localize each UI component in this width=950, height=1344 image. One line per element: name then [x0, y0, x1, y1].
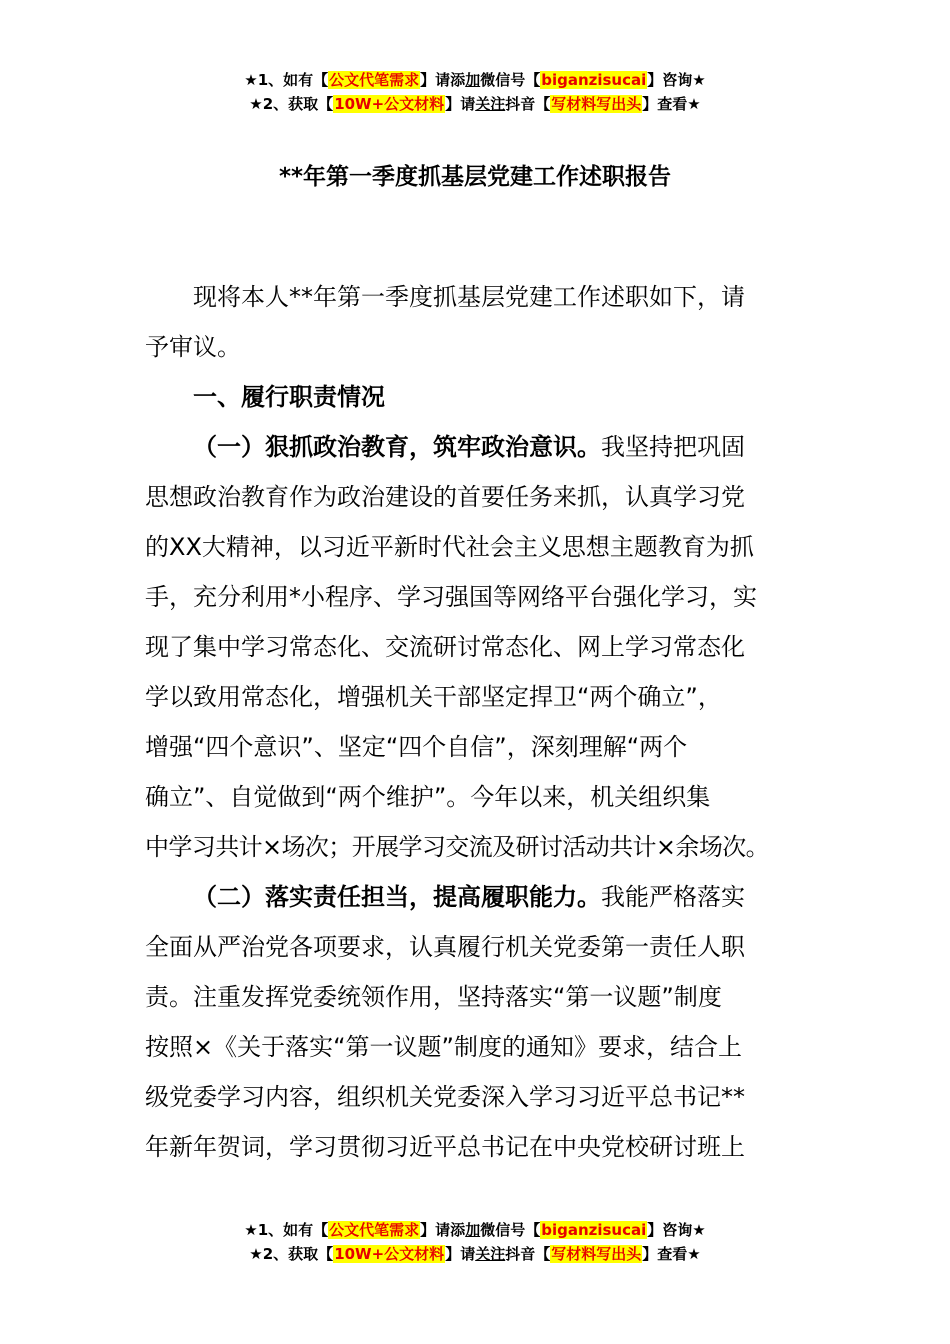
- promo-text: 微信号【: [480, 1221, 541, 1239]
- promo-text: 】查看★: [642, 1245, 701, 1263]
- paragraph-line: 增强“四个意识”、坚定“四个自信”，深刻理解“两个: [145, 733, 688, 761]
- subsection-heading: （二）落实责任担当，提高履职能力。: [193, 883, 601, 911]
- paragraph-line: 思想政治教育作为政治建设的首要任务来抓，认真学习党: [145, 483, 745, 511]
- paragraph-line: 现了集中学习常态化、交流研讨常态化、网上学习常态化: [145, 633, 745, 661]
- promo-highlight: 公文代笔需求: [329, 1221, 420, 1239]
- promo-banner-top: [0, 68, 950, 116]
- promo-text: 】请添: [420, 71, 466, 89]
- promo-highlight: 10W+公文材料: [334, 1245, 445, 1263]
- paragraph-line: 责。注重发挥党委统领作用，坚持落实“第一议题”制度: [145, 983, 722, 1011]
- promo-underline: 加: [465, 1221, 481, 1239]
- paragraph-line: 手，充分利用*小程序、学习强国等网络平台强化学习，实: [145, 583, 757, 611]
- paragraph-line: 的XX大精神，以习近平新时代社会主义思想主题教育为抓: [145, 533, 754, 561]
- promo-underline: 关注: [475, 95, 506, 113]
- paragraph-line: [145, 422, 810, 472]
- promo-banner-bottom: [0, 1218, 950, 1266]
- promo-text: 】请添: [420, 1221, 466, 1239]
- promo-line-1: [0, 68, 950, 92]
- subsection-heading: （一）狠抓政治教育，筑牢政治意识。: [193, 433, 601, 461]
- promo-wechat-id: biganzisucai: [541, 71, 647, 89]
- promo-douyin-id: 写材料写出头: [551, 95, 642, 113]
- promo-wechat-id: biganzisucai: [541, 1221, 647, 1239]
- paragraph-text: 我能严格落实: [601, 883, 745, 911]
- document-title: **年第一季度抓基层党建工作述职报告: [278, 164, 672, 190]
- promo-text: ★2、获取【: [249, 1245, 334, 1263]
- promo-line-2: [0, 1242, 950, 1266]
- paragraph-line: 全面从严治党各项要求，认真履行机关党委第一责任人职: [145, 933, 745, 961]
- promo-text: ★2、获取【: [249, 95, 334, 113]
- promo-text: 微信号【: [480, 71, 541, 89]
- paragraph-line: 现将本人**年第一季度抓基层党建工作述职如下，请: [193, 283, 745, 311]
- promo-text: 】咨询★: [647, 1221, 706, 1239]
- paragraph-line: 级党委学习内容，组织机关党委深入学习习近平总书记**: [145, 1083, 745, 1111]
- paragraph-text: 我坚持把巩固: [601, 433, 745, 461]
- paragraph-line: 中学习共计×场次；开展学习交流及研讨活动共计×余场次。: [145, 833, 770, 861]
- promo-text: ★1、如有【: [244, 71, 329, 89]
- paragraph-line: 年新年贺词，学习贯彻习近平总书记在中央党校研讨班上: [145, 1133, 745, 1161]
- section-heading: 一、履行职责情况: [193, 383, 385, 411]
- paragraph-line: 予审议。: [145, 333, 241, 361]
- promo-text: 】查看★: [642, 95, 701, 113]
- promo-text: ★1、如有【: [244, 1221, 329, 1239]
- promo-text: 】请: [445, 95, 476, 113]
- paragraph-line: 按照×《关于落实“第一议题”制度的通知》要求，结合上: [145, 1033, 742, 1061]
- promo-line-2: [0, 92, 950, 116]
- paragraph-line: 学以致用常态化，增强机关干部坚定捍卫“两个确立”，: [145, 683, 722, 711]
- promo-underline: 关注: [475, 1245, 506, 1263]
- promo-text: 抖音【: [505, 95, 551, 113]
- promo-text: 】请: [445, 1245, 476, 1263]
- promo-highlight: 10W+公文材料: [334, 95, 445, 113]
- promo-highlight: 公文代笔需求: [329, 71, 420, 89]
- promo-underline: 加: [465, 71, 481, 89]
- paragraph-line: [145, 872, 810, 922]
- document-body: [145, 272, 810, 1172]
- paragraph-line: 确立”、自觉做到“两个维护”。今年以来，机关组织集: [145, 783, 711, 811]
- promo-douyin-id: 写材料写出头: [551, 1245, 642, 1263]
- promo-text: 】咨询★: [647, 71, 706, 89]
- promo-text: 抖音【: [505, 1245, 551, 1263]
- promo-line-1: [0, 1218, 950, 1242]
